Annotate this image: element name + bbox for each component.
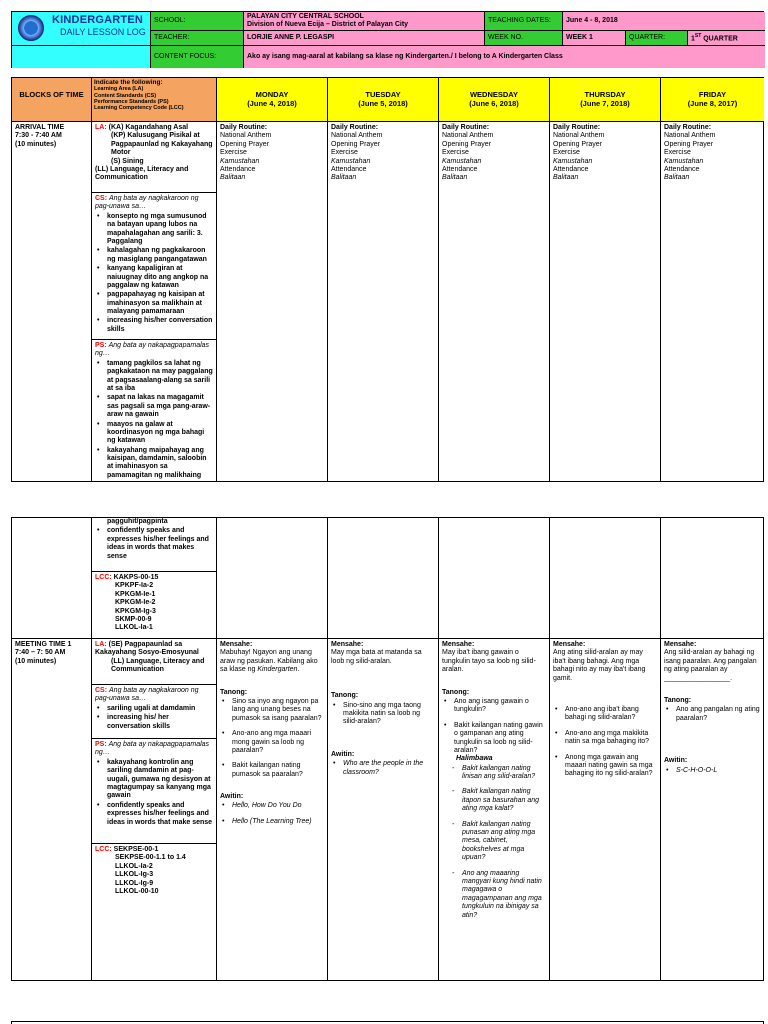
list-item: • kakayahang kontrolin ang sariling damdamin at pag-uugali, gumawa ng desisyon at magtagumpay sa kanyang mga gawain — [95, 759, 213, 801]
indicate-header: Indicate the following: Learning Area (LA) Content Standards (CS) Performance Standards (PS) Learning Competency Code (LCC) — [92, 78, 216, 121]
list-item: - Bakit kailangan nating linisan ang silid-aralan? — [450, 765, 546, 782]
logo-area — [12, 12, 151, 46]
list-item: - Bakit kailangan nating punasan ang ating mga mesa, cabinet, bookshelves at mga upuan? — [450, 821, 546, 863]
wednesday-header: WEDNESDAY (June 6, 2018) — [439, 78, 549, 121]
dates-value: June 4 - 8, 2018 — [563, 12, 765, 31]
quarter-value: 1ST QUARTER — [688, 31, 765, 46]
list-item: • kakayahang maipahayag ang kaisipan, damdamin, saloobin at imahinasyon sa pamamagitan ng malikhaing — [95, 447, 213, 481]
school-label: SCHOOL: — [151, 12, 244, 31]
list-item: • Hello, How Do You Do — [220, 802, 324, 810]
arrival-lcc: LCC: KAKPS-00-15 KPKPF-Ia-2 KPKGM-Ie-1 KPKGM-Ie-2 KPKGM-Ig-3 SKMP-00-9 LLKOL-Ia-1 — [95, 574, 159, 632]
quarter-label: QUARTER: — [626, 31, 688, 46]
list-item: • confidently speaks and expresses his/her feelings and ideas in words that make sense — [95, 802, 213, 827]
list-item: • confidently speaks and expresses his/her feelings and ideas in words that makes sense — [95, 527, 213, 561]
meeting-learning-area: LA: (SE) Pagpapaunlad sa Kakayahang Sosyo-Emosyunal (LL) Language, Literacy and Communication — [95, 641, 205, 674]
focus-value: Ako ay isang mag-aaral at kabilang sa klase ng Kindergarten./ I belong to A Kindergarten Class — [244, 46, 765, 68]
list-item: • tamang pagkilos sa lahat ng pagkakataon na may paggalang at pagsasaalang-alang sa sarili at sa iba — [95, 360, 213, 394]
meeting-content-standards: CS: Ang bata ay nagkakaroon ng pag-unawa sa… • sariling ugali at damdamin • increasing his/ her conversation skills — [92, 685, 216, 738]
list-item: • Ano ang pangalan ng ating paaralan? — [664, 706, 761, 723]
list-item: - Bakit kailangan nating itapon sa basurahan ang ating mga kalat? — [450, 788, 546, 813]
list-item: • Hello (The Learning Tree) — [220, 818, 324, 826]
school-value: PALAYAN CITY CENTRAL SCHOOL Division of Nueva Ecija – District of Palayan City — [244, 12, 485, 31]
thursday-header: THURSDAY (June 7, 2018) — [550, 78, 660, 121]
list-item: • kanyang kapaligiran at naiuugnay dito ang angkop na paggalaw ng katawan — [95, 265, 213, 290]
list-item: • pagpapahayag ng kaisipan at imahinasyon sa malikhain at malayang pamamaraan — [95, 291, 213, 316]
lesson-table-page2 — [11, 517, 764, 981]
list-item: • Anong mga gawain ang maaari nating gawin sa mga bahaging ito ng silid-aralan? — [553, 754, 657, 779]
list-item: • Who are the people in the classroom? — [331, 760, 435, 777]
tuesday-meeting: Mensahe: May mga bata at matanda sa loob ng silid-aralan. Tanong: • Sino-sino ang mga taong makikita natin sa loob ng silid-aralan? Awitin: • Who are the people in the classroom? — [328, 639, 438, 779]
friday-meeting: Mensahe: Ang silid-aralan ay bahagi ng isang paaralan. Ang pangalan ng ating paaralan ay _________________. Tanong: • Ano ang pangalan ng ating paaralan? Awitin: • S-C-H-O-O-L — [661, 639, 764, 777]
tuesday-routine: Daily Routine: National Anthem Opening Prayer Exercise Kamustahan Attendance Balitaan — [331, 124, 383, 182]
list-item: • Ano-ano ang iba't ibang bahagi ng silid-aralan? — [553, 706, 657, 723]
week-value: WEEK 1 — [563, 31, 626, 46]
list-item: • maayos na galaw at koordinasyon ng mga bahagi ng katawan — [95, 421, 213, 446]
deped-seal-icon — [18, 15, 44, 41]
arrival-ps-continued: pagguhit/pagpinta • confidently speaks and expresses his/her feelings and ideas in words that makes sense — [92, 518, 216, 571]
arrival-time-block: ARRIVAL TIME 7:30 - 7:40 AM (10 minutes) — [15, 124, 65, 148]
list-item: • Ano ang isang gawain o tungkulin? — [442, 698, 546, 715]
list-item: • Ano-ano ang mga makikita natin sa mga bahaging ito? — [553, 730, 657, 747]
friday-routine: Daily Routine: National Anthem Opening Prayer Exercise Kamustahan Attendance Balitaan — [664, 124, 716, 182]
monday-header: MONDAY (June 4, 2018) — [217, 78, 327, 121]
friday-header: FRIDAY (June 8, 2017) — [661, 78, 764, 121]
blocks-of-time-header: BLOCKS OF TIME — [12, 78, 91, 121]
monday-meeting: Mensahe: Mabuhay! Ngayon ang unang araw ng pasukan. Kabilang ako sa klase ng Kindergarten. Tanong: • Sino sa inyo ang ngayon pa lang ang unang beses na pumasok sa isang paaralan? • Ano-ano ang mga maaari mong gawin sa loob ng paaralan? • Bakit kailangan nating pumasok sa paaralan? Awitin: • Hello, How Do You Do • Hello (The Learning Tree) — [217, 639, 327, 828]
teacher-label: TEACHER: — [151, 31, 244, 46]
list-item: - Ano ang maaaring mangyari kung hindi natin magagawa o magagampanan ang mga tungkuluin na ibinigay sa atin? — [450, 870, 546, 920]
list-item: • increasing his/her conversation skills — [95, 317, 213, 334]
lesson-table-page1 — [11, 77, 764, 482]
arrival-performance-standards: PS: Ang bata ay nakapagpapamalas ng… • tamang pagkilos sa lahat ng pagkakataon na may paggalang at pagsasaalang-alang sa sarili at sa iba • sapat na lakas na magagamit sas pagsali sa mga pang-araw-araw na gawain • maayos na galaw at koordinasyon ng mga bahagi ng katawan • kakayahang maipahayag ang kaisipan, damdamin, saloobin at imahinasyon sa pamamagitan ng malikhaing — [92, 340, 216, 482]
list-item: • konsepto ng mga sumusunod na batayan upang lubos na mapahalagahan ang sarili: 3. Paggalang — [95, 213, 213, 247]
list-item: • kahalagahan ng pagkakaroon ng masiglang pangangatawan — [95, 247, 213, 264]
meeting-time-block: MEETING TIME 1 7:40 – 7: 50 AM (10 minutes) — [15, 641, 72, 665]
focus-label: CONTENT FOCUS: — [151, 46, 244, 68]
dates-label: TEACHING DATES: — [485, 12, 563, 31]
list-item: • sariling ugali at damdamin — [95, 705, 213, 713]
list-item: • Sino sa inyo ang ngayon pa lang ang unang beses na pumasok sa isang paaralan? — [220, 698, 324, 723]
week-label: WEEK NO. — [485, 31, 563, 46]
header-title: KINDERGARTEN — [52, 14, 144, 26]
wednesday-meeting: Mensahe: May iba't ibang gawain o tungkulin tayo sa loob ng silid-aralan. Tanong: • Ano ang isang gawain o tungkulin? • Bakit kailangan nating gawin o gampanan ang ating tungkulin sa loob ng silid-aralan? Halimbawa - Bakit kailangan nating linisan ang silid-aralan? - Bakit kailangan nating itapon sa basurahan ang ating mga kalat? - Bakit kailangan nating punasan ang ating mga mesa, cabinet, bookshelves at mga upuan? - Ano ang maaaring mangyari kung hindi natin magagawa o magagampanan ang mga tungkuluin na ibinigay sa atin? — [439, 639, 549, 922]
list-item: • S-C-H-O-O-L — [664, 767, 761, 775]
arrival-content-standards: CS: Ang bata ay nagkakaroon ng pag-unawa sa… • konsepto ng mga sumusunod na batayan upang lubos na mapahalagahan ang sarili: 3. Paggalang • kahalagahan ng pagkakaroon ng masiglang pangangatawan • kanyang kapaligiran at naiuugnay dito ang angkop na paggalaw ng katawan • pagpapahayag ng kaisipan at imahinasyon sa malikhain at malayang pamamaraan • increasing his/her conversation skills — [92, 193, 216, 339]
arrival-learning-area: LA: (KA) Kagandahang Asal (KP) Kalusugang Pisikal at Pagpapaunlad ng Kakayahang Motor (S) Sining (LL) Language, Literacy and Communication — [95, 124, 213, 182]
list-item: • sapat na lakas na magagamit sas pagsali sa mga pang-araw-araw na gawain — [95, 394, 213, 419]
list-item: • increasing his/ her conversation skills — [95, 714, 213, 731]
thursday-meeting: Mensahe: Ang ating silid-aralan ay may iba't ibang bahagi. Ang mga bahagi nito ay may iba't ibang gamit. • Ano-ano ang iba't ibang bahagi ng silid-aralan? • Ano-ano ang mga makikita natin sa mga bahaging ito? • Anong mga gawain ang maaari nating gawin sa mga bahaging ito ng silid-aralan? — [550, 639, 660, 781]
meeting-lcc: LCC: SEKPSE-00-1 SEKPSE-00-1.1 to 1.4 LLKOL-Ia-2 LLKOL-Ig-3 LLKOL-Ig-9 LLKOL-00-10 — [95, 846, 186, 895]
list-item: • Bakit kailangan nating gawin o gampanan ang ating tungkulin sa loob ng silid-aralan? — [442, 722, 546, 756]
list-item: • Sino-sino ang mga taong makikita natin sa loob ng silid-aralan? — [331, 702, 435, 727]
teacher-value: LORJIE ANNE P. LEGASPI — [244, 31, 485, 46]
thursday-routine: Daily Routine: National Anthem Opening Prayer Exercise Kamustahan Attendance Balitaan — [553, 124, 605, 182]
meeting-performance-standards: PS: Ang bata ay nakapagpapamalas ng… • kakayahang kontrolin ang sariling damdamin at pag-uugali, gumawa ng desisyon at magtagumpay sa kanyang mga gawain • confidently speaks and expresses his/her feelings and ideas in words that make sense — [92, 739, 216, 843]
tuesday-header: TUESDAY (June 5, 2018) — [328, 78, 438, 121]
header-table — [11, 11, 764, 68]
list-item: • Ano-ano ang mga maaari mong gawin sa loob ng paaralan? — [220, 730, 324, 755]
list-item: • Bakit kailangan nating pumasok sa paaralan? — [220, 762, 324, 779]
monday-routine: Daily Routine: National Anthem Opening Prayer Exercise Kamustahan Attendance Balitaan — [220, 124, 272, 182]
header-subtitle: DAILY LESSON LOG — [60, 27, 146, 37]
wednesday-routine: Daily Routine: National Anthem Opening Prayer Exercise Kamustahan Attendance Balitaan — [442, 124, 494, 182]
